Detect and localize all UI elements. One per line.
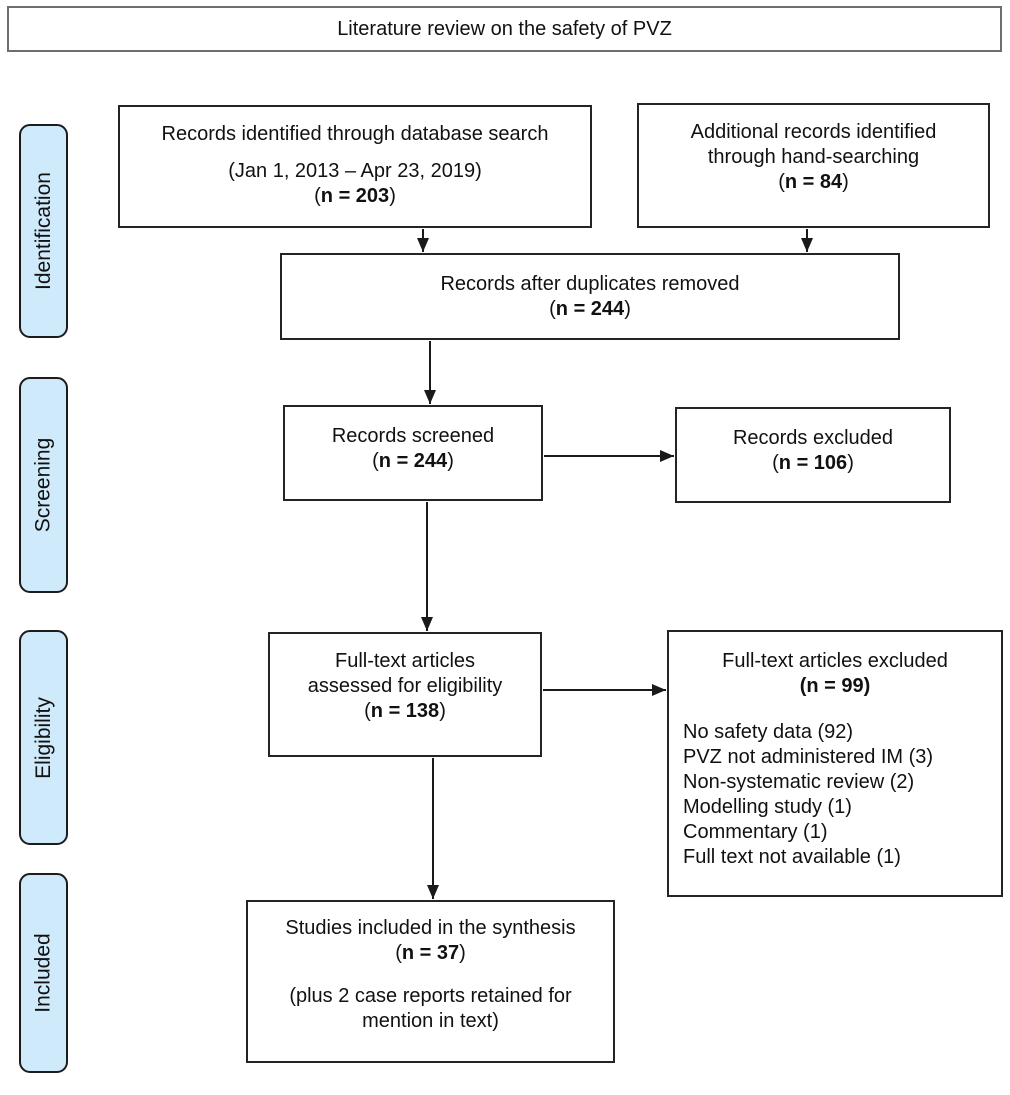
- title-box: [7, 6, 1002, 52]
- stage-label-screening: Screening: [31, 437, 55, 533]
- studies-included-box: [246, 900, 615, 1063]
- box-line: Full-text articles excluded: [722, 650, 948, 672]
- box-line: Records after duplicates removed: [440, 273, 740, 295]
- fulltext-excluded-box: [667, 630, 1003, 897]
- n-count: (n = 203): [314, 185, 396, 207]
- exclusion-reason: Non-systematic review (2): [683, 771, 915, 793]
- n-count: (n = 84): [778, 171, 849, 193]
- stage-tab-eligibility: [19, 630, 68, 845]
- duplicates-removed-box: [280, 253, 900, 340]
- exclusion-reason: Commentary (1): [683, 821, 828, 843]
- box-line: (Jan 1, 2013 – Apr 23, 2019): [228, 160, 482, 182]
- records-excluded-box: [675, 407, 951, 503]
- n-count: (n = 244): [549, 298, 631, 320]
- box-line: through hand-searching: [707, 146, 920, 168]
- box-line: mention in text): [362, 1010, 499, 1032]
- box-line: Records screened: [331, 425, 495, 447]
- box-line: Records identified through database search: [161, 123, 549, 145]
- n-count: (n = 106): [772, 452, 854, 474]
- box-line: Records excluded: [732, 427, 894, 449]
- box-line: assessed for eligibility: [307, 675, 503, 697]
- additional-records-box: [637, 103, 990, 228]
- exclusion-reason: Modelling study (1): [683, 796, 852, 818]
- n-count: (n = 37): [395, 942, 466, 964]
- fulltext-assessed-box: [268, 632, 542, 757]
- box-line: Full-text articles: [334, 650, 476, 672]
- records-screened-box: [283, 405, 543, 501]
- box-line: Studies included in the synthesis: [285, 917, 576, 939]
- stage-label-eligibility: Eligibility: [31, 696, 55, 779]
- n-count: (n = 138): [364, 700, 446, 722]
- page-title: Literature review on the safety of PVZ: [337, 17, 672, 40]
- exclusion-reason: Full text not available (1): [683, 846, 901, 868]
- exclusion-reason: PVZ not administered IM (3): [683, 746, 934, 768]
- exclusion-reasons-list: [669, 720, 1001, 870]
- box-line: Additional records identified: [690, 121, 937, 143]
- records-identified-box: [118, 105, 592, 228]
- stage-tab-identification: [19, 124, 68, 338]
- exclusion-reason: No safety data (92): [683, 721, 854, 743]
- n-count: (n = 99): [799, 675, 871, 697]
- n-count: (n = 244): [372, 450, 454, 472]
- stage-label-included: Included: [31, 933, 55, 1013]
- stage-label-identification: Identification: [31, 172, 55, 290]
- box-line: (plus 2 case reports retained for: [289, 985, 572, 1007]
- stage-tab-included: [19, 873, 68, 1073]
- stage-tab-screening: [19, 377, 68, 593]
